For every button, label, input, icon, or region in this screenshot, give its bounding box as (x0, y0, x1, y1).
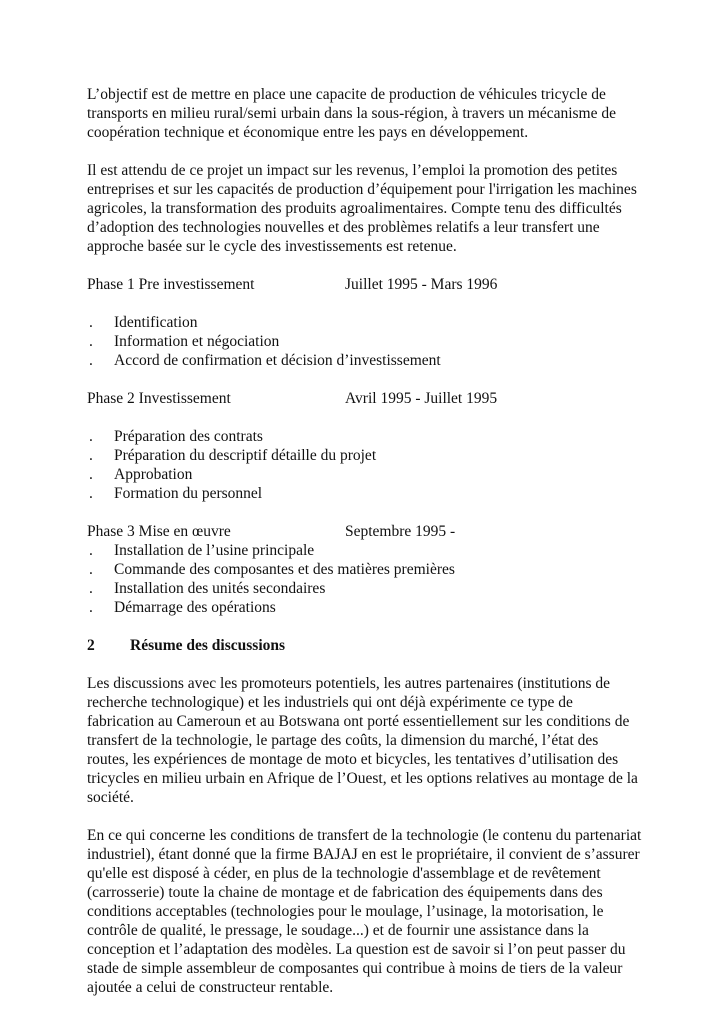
bullet-marker: . (89, 561, 93, 578)
list-item-text: Installation des unités secondaires (114, 580, 326, 597)
phase-3-list (87, 541, 642, 617)
bullet-marker: . (89, 428, 93, 445)
list-item-text: Approbation (114, 466, 193, 483)
phase-1-label: Phase 1 Pre investissement (87, 276, 255, 293)
bullet-marker: . (89, 352, 93, 369)
section-title: Résume des discussions (130, 637, 286, 654)
phase-2-header (87, 389, 642, 408)
bullet-marker: . (89, 580, 93, 597)
list-item (87, 560, 642, 579)
bullet-marker: . (89, 314, 93, 331)
list-item-text: Accord de confirmation et décision d’investissement (114, 352, 441, 369)
list-item-text: Installation de l’usine principale (114, 542, 315, 559)
bullet-marker: . (89, 466, 93, 483)
bullet-marker: . (89, 485, 93, 502)
document-page (87, 85, 642, 1016)
intro-paragraph-impact: Il est attendu de ce projet un impact sur les revenus, l’emploi la promotion des petites entreprises et sur les capacités de production d’équipement pour l'irrigation les machines agricoles, la transformation des produits agroalimentaires. Compte tenu des difficultés d’adoption des technologies nouvelles et des problèmes relatifs a leur transfert une approche basée sur le cycle des investissements est retenue. (87, 162, 637, 255)
list-item-text: Commande des composantes et des matières premières (114, 561, 455, 578)
discussion-paragraph-technology-transfer: En ce qui concerne les conditions de transfert de la technologie (le contenu du partenariat industriel), étant donné que la firme BAJAJ en est le propriétaire, il convient de s’assurer qu'elle est disposé à céder, en plus de la technologie d'assemblage et de revêtement (carrosserie) toute la chaine de montage et de fabrication des équipements dans des conditions acceptables (technologies pour le moulage, l’usinage, la motorisation, le contrôle de qualité, le pressage, le soudage...) et de fournir une assistance dans la conception et l’adaptation des modèles. La question est de savoir si l’on peut passer du stade de simple assembleur de composantes qui contribue à moins de tiers de la valeur ajoutée a celui de constructeur rentable. (87, 827, 642, 996)
phase-1-header (87, 275, 642, 294)
list-item (87, 484, 642, 503)
bullet-marker: . (89, 599, 93, 616)
list-item (87, 579, 642, 598)
list-item (87, 598, 642, 617)
phase-1-dates: Juillet 1995 - Mars 1996 (345, 276, 498, 293)
list-item-text: Formation du personnel (114, 485, 263, 502)
list-item (87, 465, 642, 484)
list-item-text: Préparation des contrats (114, 428, 263, 445)
phase-2-list (87, 427, 642, 503)
bullet-marker: . (89, 447, 93, 464)
phase-3-dates: Septembre 1995 - (345, 523, 456, 540)
list-item (87, 332, 642, 351)
list-item (87, 446, 642, 465)
list-item-text: Démarrage des opérations (114, 599, 276, 616)
section-heading (87, 636, 642, 655)
bullet-marker: . (89, 542, 93, 559)
list-item-text: Information et négociation (114, 333, 280, 350)
list-item (87, 351, 642, 370)
phase-2-label: Phase 2 Investissement (87, 390, 231, 407)
phase-3-label: Phase 3 Mise en œuvre (87, 523, 231, 540)
list-item (87, 313, 642, 332)
intro-paragraph-objective: L’objectif est de mettre en place une capacite de production de véhicules tricycle de transports en milieu rural/semi urbain dans la sous-région, à travers un mécanisme de coopération technique et économique entre les pays en développement. (87, 86, 616, 141)
list-item (87, 427, 642, 446)
phase-1-list (87, 313, 642, 370)
section-number: 2 (87, 637, 95, 654)
phase-2-dates: Avril 1995 - Juillet 1995 (345, 390, 498, 407)
list-item-text: Identification (114, 314, 198, 331)
discussion-paragraph-partners: Les discussions avec les promoteurs potentiels, les autres partenaires (institutions de recherche technologique) et les industriels qui ont déjà expérimente ce type de fabrication au Cameroun et au Botswana ont porté essentiellement sur les conditions de transfert de la technologie, le partage des coûts, la dimension du marché, l’état des routes, les expériences de montage de moto et bicycles, les tentatives d’utilisation des tricycles en milieu urbain en Afrique de l’Ouest, et les options relatives au montage de la société. (87, 675, 638, 806)
bullet-marker: . (89, 333, 93, 350)
phase-3-header (87, 522, 642, 541)
list-item-text: Préparation du descriptif détaille du projet (114, 447, 377, 464)
list-item (87, 541, 642, 560)
